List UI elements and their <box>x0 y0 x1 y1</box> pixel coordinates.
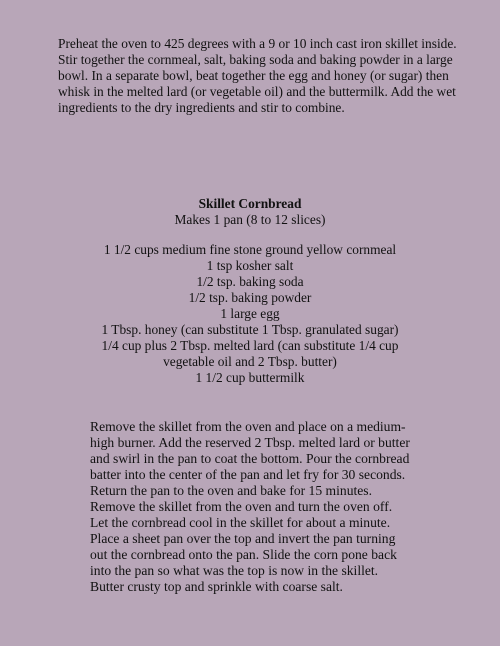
ingredient-item: 1 tsp kosher salt <box>206 258 294 273</box>
ingredient-item: 1/2 tsp. baking powder <box>188 290 312 305</box>
ingredient-list <box>90 242 410 386</box>
ingredient-item: 1/4 cup plus 2 Tbsp. melted lard (can substitute 1/4 cup vegetable oil and 2 Tbsp. butter) <box>101 338 399 369</box>
recipe-yield: Makes 1 pan (8 to 12 slices) <box>174 212 326 227</box>
recipe-block <box>90 196 410 386</box>
ingredient-item: 1 1/2 cup buttermilk <box>195 370 305 385</box>
ingredient-item: 1/2 tsp. baking soda <box>196 274 304 289</box>
ingredient-item: 1 Tbsp. honey (can substitute 1 Tbsp. granulated sugar) <box>101 322 399 337</box>
instructions-paragraph: Remove the skillet from the oven and place on a medium-high burner. Add the reserved 2 Tbsp. melted lard or butter and swirl in the pan to coat the bottom. Pour the cornbread batter into the center of the pan and let fry for 30 seconds. Return the pan to the oven and bake for 15 minutes. Remove the skillet from the oven and turn the oven off. Let the cornbread cool in the skillet for about a minute. Place a sheet pan over the top and invert the pan turning out the cornbread onto the pan. Slide the corn pone back into the pan so what was the top is now in the skillet. Butter crusty top and sprinkle with coarse salt. <box>90 419 410 594</box>
ingredient-item: 1 large egg <box>220 306 280 321</box>
recipe-title: Skillet Cornbread <box>198 196 302 211</box>
intro-paragraph: Preheat the oven to 425 degrees with a 9 or 10 inch cast iron skillet inside. Stir together the cornmeal, salt, baking soda and baking powder in a large bowl. In a separate bowl, beat together the egg and honey (or sugar) then whisk in the melted lard (or vegetable oil) and the buttermilk. Add the wet ingredients to the dry ingredients and stir to combine. <box>58 36 457 115</box>
ingredient-item: 1 1/2 cups medium fine stone ground yellow cornmeal <box>103 242 397 257</box>
